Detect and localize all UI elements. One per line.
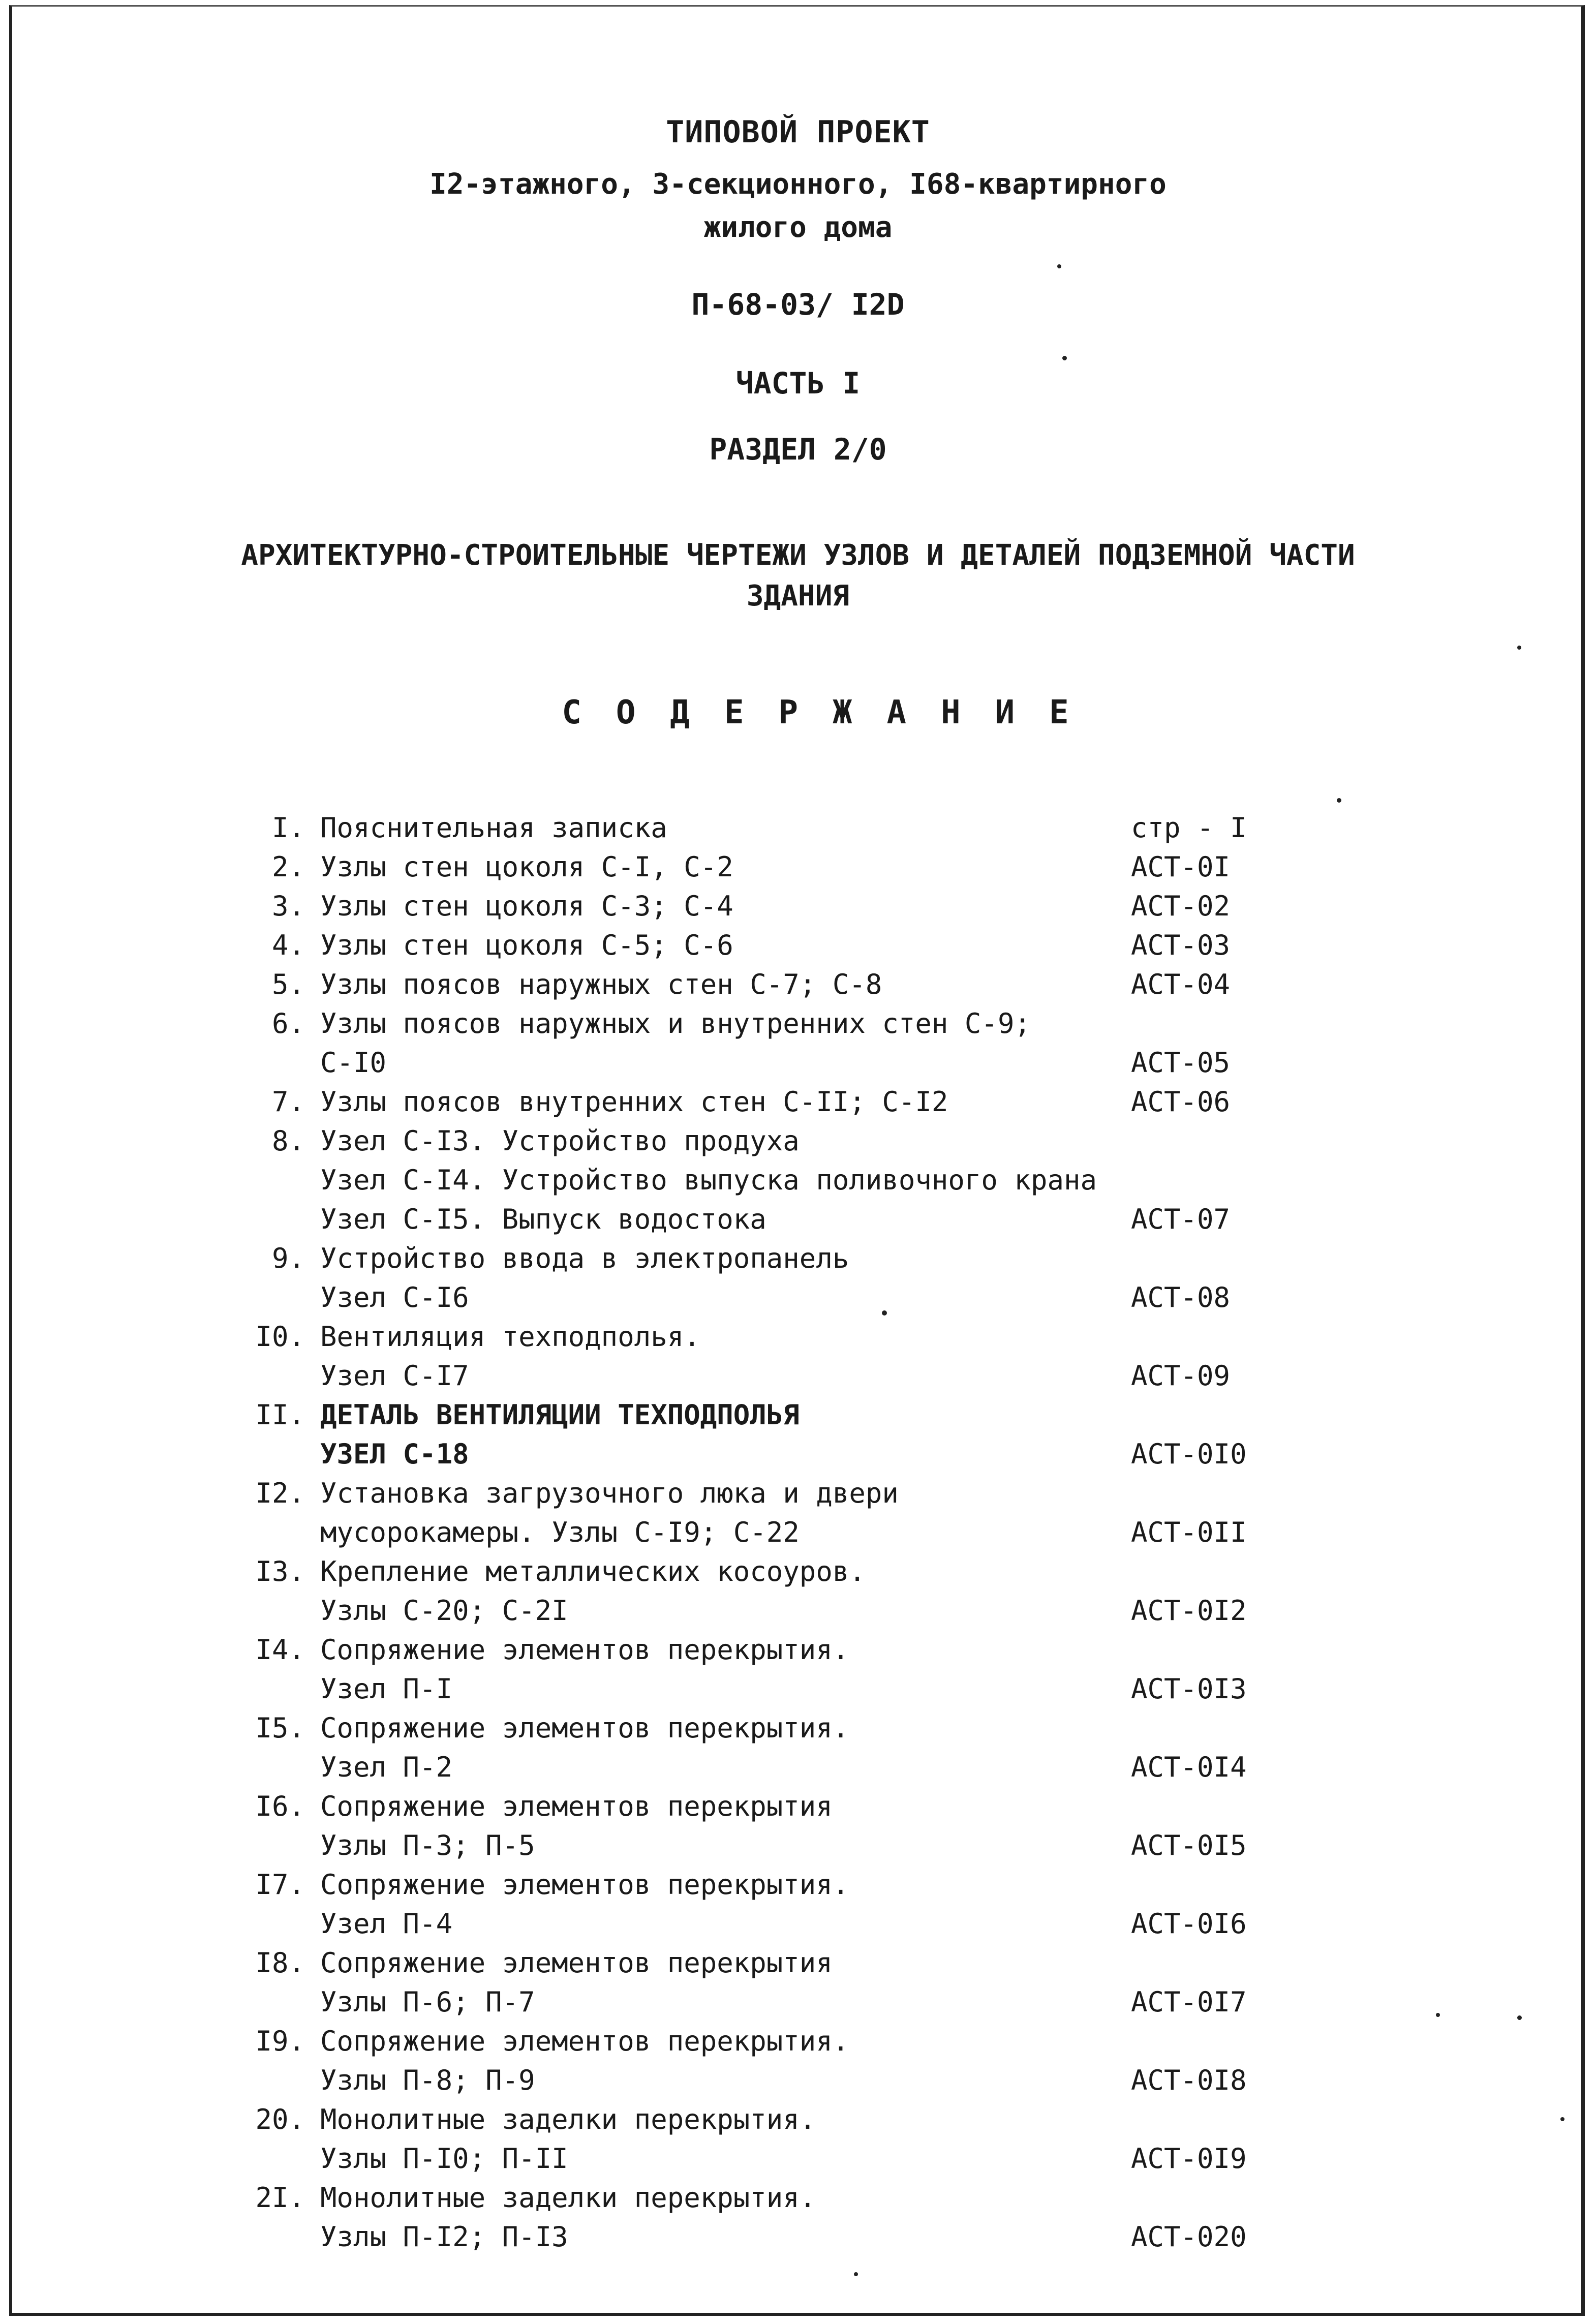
toc-line	[0, 808, 1596, 847]
toc-page-ref: АСТ-0I	[1131, 851, 1231, 883]
toc-line	[0, 1082, 1596, 1121]
toc-page-ref: АСТ-0I2	[1131, 1595, 1247, 1627]
toc-title: Узел П-I	[320, 1673, 453, 1705]
toc-number: 4.	[271, 929, 305, 961]
toc-title: Вентиляция техподполья.	[320, 1321, 700, 1353]
toc-number: I5.	[255, 1712, 305, 1744]
toc-item	[0, 1943, 1596, 2022]
toc-number: I2.	[255, 1477, 305, 1509]
toc-item	[0, 1395, 1596, 1474]
toc-number: 6.	[271, 1007, 305, 1039]
toc-title: ДЕТАЛЬ ВЕНТИЛЯЦИИ ТЕХПОДПОЛЬЯ	[320, 1399, 800, 1431]
toc-line	[0, 1239, 1596, 1278]
toc-item	[0, 1787, 1596, 1865]
toc-page-ref: АСТ-0II	[1131, 1516, 1247, 1548]
toc-number: 5.	[271, 968, 305, 1000]
toc-page-ref: АСТ-04	[1131, 968, 1231, 1000]
toc-title: Узлы П-3; П-5	[320, 1829, 535, 1861]
toc-title: мусорокамеры. Узлы С-I9; С-22	[320, 1516, 800, 1548]
toc-number: I9.	[255, 2025, 305, 2057]
scan-speck	[1517, 2015, 1522, 2020]
toc-page-ref: АСТ-07	[1131, 1203, 1231, 1235]
table-of-contents	[0, 808, 1596, 2256]
toc-item	[0, 1317, 1596, 1395]
toc-line	[0, 1787, 1596, 1826]
toc-page-ref: АСТ-08	[1131, 1281, 1231, 1313]
toc-line	[0, 2100, 1596, 2139]
toc-number: II.	[255, 1399, 305, 1431]
toc-line	[0, 1669, 1596, 1708]
toc-line	[0, 1513, 1596, 1552]
project-title-line1: I2-этажного, 3-секционного, I68-квартирного	[429, 168, 1167, 201]
toc-title: С-I0	[320, 1047, 387, 1079]
toc-title: Узлы П-8; П-9	[320, 2064, 535, 2096]
toc-line	[0, 1356, 1596, 1395]
scan-speck	[1062, 356, 1067, 360]
toc-line	[0, 1748, 1596, 1787]
toc-title: Узлы П-I2; П-I3	[320, 2221, 568, 2253]
toc-title: Узлы поясов наружных и внутренних стен С-9;	[320, 1007, 1031, 1039]
toc-line	[0, 847, 1596, 886]
toc-page-ref: АСТ-0I0	[1131, 1438, 1247, 1470]
toc-item	[0, 2100, 1596, 2178]
toc-item	[0, 1865, 1596, 1943]
toc-title: Узлы С-20; С-2I	[320, 1595, 568, 1627]
project-type: ТИПОВОЙ ПРОЕКТ	[666, 114, 930, 150]
toc-title: Монолитные заделки перекрытия.	[320, 2182, 816, 2214]
toc-item	[0, 1121, 1596, 1239]
toc-title: Монолитные заделки перекрытия.	[320, 2103, 816, 2135]
toc-title: Узлы поясов наружных стен С-7; С-8	[320, 968, 882, 1000]
toc-line	[0, 1474, 1596, 1513]
toc-title: Узел С-I6	[320, 1281, 469, 1313]
toc-line	[0, 2139, 1596, 2178]
toc-line	[0, 2061, 1596, 2100]
toc-line	[0, 1904, 1596, 1943]
toc-line	[0, 1004, 1596, 1043]
toc-title: Узлы стен цоколя С-5; С-6	[320, 929, 733, 961]
toc-line	[0, 1630, 1596, 1669]
toc-title: Устройство ввода в электропанель	[320, 1242, 849, 1274]
toc-title: Узлы поясов внутренних стен С-II; С-I2	[320, 1086, 948, 1118]
toc-line	[0, 1826, 1596, 1865]
toc-title: Крепление металлических косоуров.	[320, 1555, 866, 1587]
toc-number: I6.	[255, 1790, 305, 1822]
toc-item	[0, 1630, 1596, 1708]
toc-title: Сопряжение элементов перекрытия.	[320, 1869, 849, 1901]
toc-number: 7.	[271, 1086, 305, 1118]
toc-line	[0, 1591, 1596, 1630]
toc-line	[0, 1160, 1596, 1200]
toc-page-ref: АСТ-0I9	[1131, 2143, 1247, 2175]
toc-item	[0, 1708, 1596, 1787]
toc-title: Сопряжение элементов перекрытия	[320, 1790, 833, 1822]
toc-line	[0, 2022, 1596, 2061]
toc-title: Узел С-I4. Устройство выпуска поливочного крана	[320, 1164, 1097, 1196]
project-code: П-68-03/ I2D	[691, 287, 905, 322]
contents-heading: СОДЕРЖАНИЕ	[562, 694, 1103, 731]
toc-line	[0, 1943, 1596, 1982]
toc-line	[0, 1434, 1596, 1474]
toc-item	[0, 1004, 1596, 1082]
drawings-title-line1: АРХИТЕКТУРНО-СТРОИТЕЛЬНЫЕ ЧЕРТЕЖИ УЗЛОВ И ДЕТАЛЕЙ ПОДЗЕМНОЙ ЧАСТИ	[241, 539, 1355, 572]
toc-item	[0, 1552, 1596, 1630]
toc-page-ref: АСТ-03	[1131, 929, 1231, 961]
toc-page-ref: стр - I	[1131, 812, 1247, 844]
toc-line	[0, 1278, 1596, 1317]
toc-line	[0, 1395, 1596, 1434]
toc-title: Узлы стен цоколя С-I, С-2	[320, 851, 733, 883]
drawings-title-line2: ЗДАНИЯ	[746, 579, 850, 613]
toc-item	[0, 2178, 1596, 2256]
toc-line	[0, 1865, 1596, 1904]
toc-number: I8.	[255, 1947, 305, 1979]
toc-number: I.	[271, 812, 305, 844]
scan-speck	[1337, 798, 1341, 803]
scan-speck	[1436, 2013, 1440, 2017]
toc-line	[0, 1708, 1596, 1748]
toc-line	[0, 1121, 1596, 1160]
toc-page-ref: АСТ-05	[1131, 1047, 1231, 1079]
toc-number: I7.	[255, 1869, 305, 1901]
scan-speck	[1057, 264, 1061, 268]
toc-number: 9.	[271, 1242, 305, 1274]
toc-title: Сопряжение элементов перекрытия.	[320, 1712, 849, 1744]
toc-line	[0, 886, 1596, 926]
toc-page-ref: АСТ-0I7	[1131, 1986, 1247, 2018]
toc-title: Узел П-2	[320, 1751, 453, 1783]
toc-number: 2.	[271, 851, 305, 883]
toc-page-ref: АСТ-020	[1131, 2221, 1247, 2253]
toc-page-ref: АСТ-06	[1131, 1086, 1231, 1118]
project-title-line2: жилого дома	[703, 211, 893, 244]
toc-number: 3.	[271, 890, 305, 922]
toc-line	[0, 926, 1596, 965]
toc-line	[0, 1552, 1596, 1591]
toc-page-ref: АСТ-0I5	[1131, 1829, 1247, 1861]
toc-item	[0, 886, 1596, 926]
scan-speck	[854, 2272, 858, 2276]
toc-item	[0, 1239, 1596, 1317]
toc-line	[0, 2217, 1596, 2256]
toc-page-ref: АСТ-02	[1131, 890, 1231, 922]
toc-item	[0, 926, 1596, 965]
toc-title: Сопряжение элементов перекрытия.	[320, 2025, 849, 2057]
toc-number: 8.	[271, 1125, 305, 1157]
toc-number: 20.	[255, 2103, 305, 2135]
toc-title: Узлы стен цоколя С-3; С-4	[320, 890, 733, 922]
toc-line	[0, 2178, 1596, 2217]
scan-speck	[1517, 646, 1521, 650]
toc-item	[0, 2022, 1596, 2100]
scan-speck	[882, 1310, 887, 1316]
toc-page-ref: АСТ-0I4	[1131, 1751, 1247, 1783]
toc-page-ref: АСТ-09	[1131, 1360, 1231, 1392]
toc-number: I3.	[255, 1555, 305, 1587]
toc-title: Узел С-I5. Выпуск водостока	[320, 1203, 766, 1235]
section-label: РАЗДЕЛ 2/0	[709, 432, 887, 467]
part-label: ЧАСТЬ I	[735, 366, 861, 401]
toc-title: УЗЕЛ С-18	[320, 1438, 469, 1470]
toc-line	[0, 1982, 1596, 2022]
scan-speck	[1560, 2117, 1564, 2121]
toc-line	[0, 1200, 1596, 1239]
toc-page-ref: АСТ-0I8	[1131, 2064, 1247, 2096]
toc-item	[0, 808, 1596, 847]
toc-item	[0, 1082, 1596, 1121]
toc-title: Сопряжение элементов перекрытия.	[320, 1634, 849, 1666]
toc-title: Узел С-I3. Устройство продуха	[320, 1125, 800, 1157]
toc-number: 2I.	[255, 2182, 305, 2214]
toc-number: I4.	[255, 1634, 305, 1666]
toc-title: Узел С-I7	[320, 1360, 469, 1392]
toc-line	[0, 965, 1596, 1004]
toc-title: Установка загрузочного люка и двери	[320, 1477, 899, 1509]
toc-page-ref: АСТ-0I3	[1131, 1673, 1247, 1705]
toc-item	[0, 965, 1596, 1004]
toc-item	[0, 1474, 1596, 1552]
toc-title: Узел П-4	[320, 1908, 453, 1940]
toc-line	[0, 1043, 1596, 1082]
toc-number: I0.	[255, 1321, 305, 1353]
toc-title: Узлы П-6; П-7	[320, 1986, 535, 2018]
toc-page-ref: АСТ-0I6	[1131, 1908, 1247, 1940]
toc-line	[0, 1317, 1596, 1356]
toc-title: Узлы П-I0; П-II	[320, 2143, 568, 2175]
toc-title: Сопряжение элементов перекрытия	[320, 1947, 833, 1979]
toc-title: Пояснительная записка	[320, 812, 667, 844]
toc-item	[0, 847, 1596, 886]
